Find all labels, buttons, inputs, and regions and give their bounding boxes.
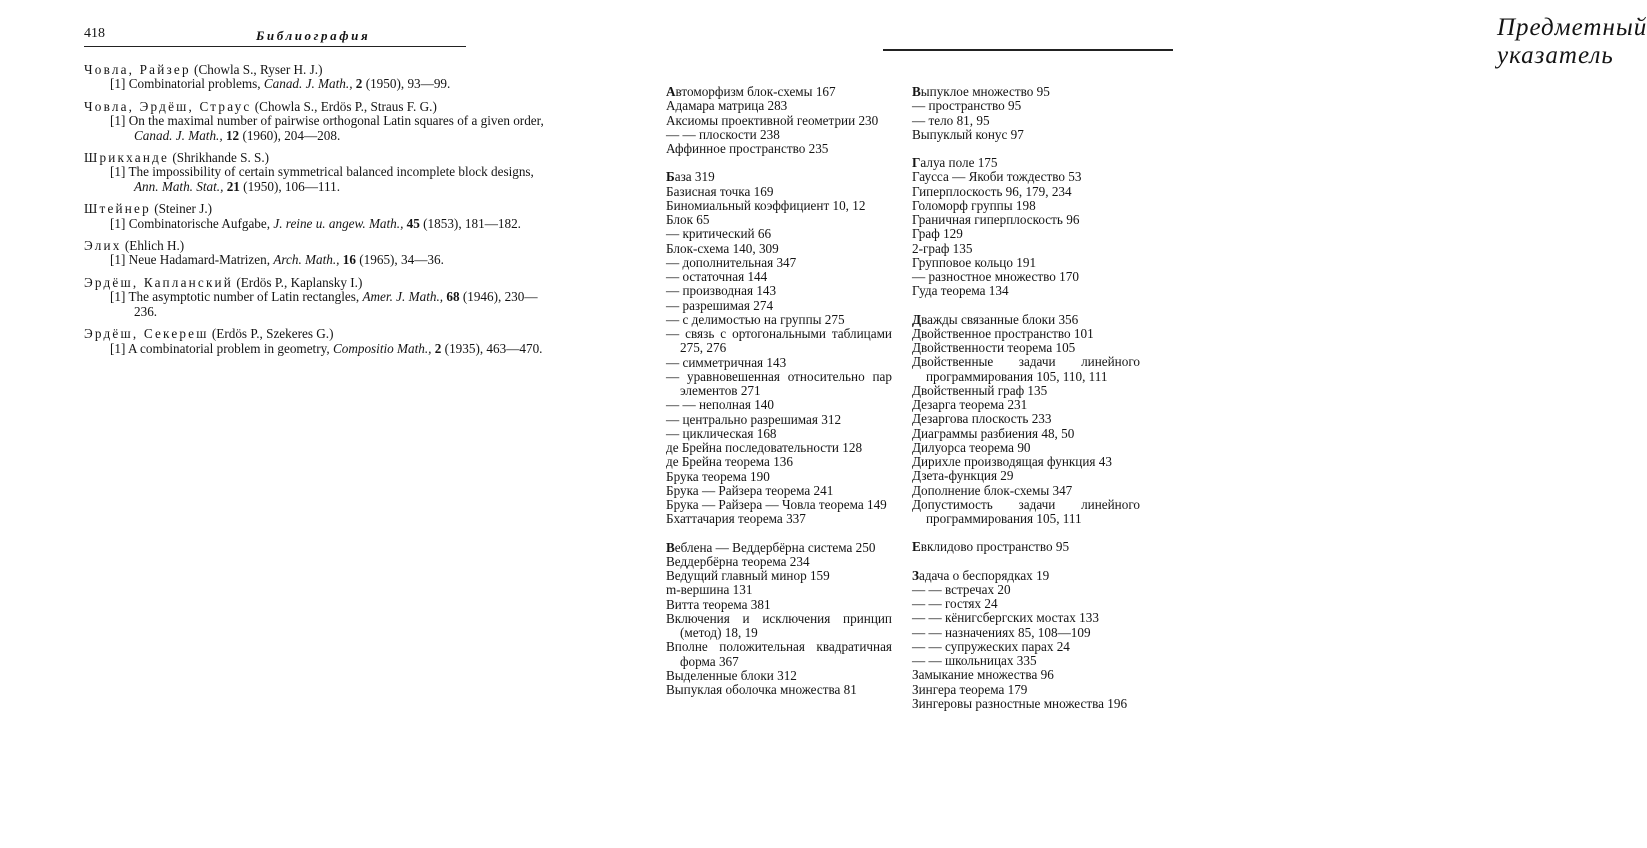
- index-entry: m-вершина 131: [666, 583, 892, 597]
- index-entry: Голоморф группы 198: [912, 199, 1140, 213]
- index-entry: Блок 65: [666, 213, 892, 227]
- ref-number: [1]: [110, 164, 125, 179]
- index-entry: Веддербёрна теорема 234: [666, 555, 892, 569]
- author-lat: (Ehlich H.): [125, 238, 184, 253]
- index-entry-text: алуа поле 175: [920, 155, 997, 170]
- bib-entry: [84, 239, 554, 268]
- index-entry: — дополнительная 347: [666, 256, 892, 270]
- index-letter-group: [666, 541, 892, 698]
- index-entry: — — неполная 140: [666, 398, 892, 412]
- index-entry: — критический 66: [666, 227, 892, 241]
- index-initial: Г: [912, 155, 920, 170]
- index-entry: Двойственные задачи линейного программирования 105, 110, 111: [912, 355, 1140, 384]
- author-lat: (Shrikhande S. S.): [172, 150, 269, 165]
- index-entry: Дирихле производящая функция 43: [912, 455, 1140, 469]
- ref-number: [1]: [110, 289, 125, 304]
- index-entry: Гаусса — Якоби тождество 53: [912, 170, 1140, 184]
- index-initial: А: [666, 84, 676, 99]
- index-entry: Зингера теорема 179: [912, 683, 1140, 697]
- index-letter-group: [912, 85, 1140, 142]
- ref-number: [1]: [110, 113, 125, 128]
- index-letter-group: [912, 313, 1140, 527]
- index-entry: — — школьницах 335: [912, 654, 1140, 668]
- bib-author: [84, 151, 554, 165]
- index-entry: Аксиомы проективной геометрии 230: [666, 114, 892, 128]
- ref-title: Combinatorial problems,: [129, 76, 261, 91]
- index-entry: Выпуклый конус 97: [912, 128, 1140, 142]
- bib-reference: [84, 77, 554, 91]
- bib-author: [84, 100, 554, 114]
- bib-entry: [84, 327, 554, 356]
- ref-volume: 21: [227, 179, 240, 194]
- index-entry: — пространство 95: [912, 99, 1140, 113]
- index-initial: Д: [912, 312, 921, 327]
- index-entry: Брука — Райзера теорема 241: [666, 484, 892, 498]
- index-title-rule: [883, 49, 1173, 51]
- ref-journal: Ann. Math. Stat.,: [134, 179, 223, 194]
- index-letter-group: [912, 540, 1140, 554]
- index-initial: В: [912, 84, 921, 99]
- index-entry: — остаточная 144: [666, 270, 892, 284]
- index-entry: Включения и исключения принцип (метод) 18, 19: [666, 612, 892, 641]
- bibliography-list: [84, 63, 554, 364]
- index-letter-group: [666, 170, 892, 526]
- index-entry: — — встречах 20: [912, 583, 1140, 597]
- index-entry: Диаграммы разбиения 48, 50: [912, 427, 1140, 441]
- bib-entry: [84, 202, 554, 231]
- ref-journal: J. reine u. angew. Math.,: [273, 216, 403, 231]
- bib-author: [84, 202, 554, 216]
- index-entry: Дополнение блок-схемы 347: [912, 484, 1140, 498]
- index-entry: Брука — Райзера — Човла теорема 149: [666, 498, 892, 512]
- index-column-left: [666, 85, 892, 711]
- index-entry: де Брейна последовательности 128: [666, 441, 892, 455]
- ref-pages: (1965), 34—36.: [359, 252, 444, 267]
- index-entry-text: аза 319: [675, 169, 715, 184]
- author-ru: Шрикханде: [84, 150, 169, 165]
- ref-volume: 68: [446, 289, 459, 304]
- index-entry: — разрешимая 274: [666, 299, 892, 313]
- index-entry: — с делимостью на группы 275: [666, 313, 892, 327]
- index-entry: Гиперплоскость 96, 179, 234: [912, 185, 1140, 199]
- index-letter-group: [912, 156, 1140, 299]
- ref-volume: 12: [226, 128, 239, 143]
- index-entry: Групповое кольцо 191: [912, 256, 1140, 270]
- ref-volume: 45: [407, 216, 420, 231]
- index-entry-text: важды связанные блоки 356: [921, 312, 1078, 327]
- index-entry: Двойственный граф 135: [912, 384, 1140, 398]
- index-entry: — симметричная 143: [666, 356, 892, 370]
- page-number: 418: [84, 26, 105, 42]
- ref-journal: Canad. J. Math.,: [134, 128, 223, 143]
- ref-number: [1]: [110, 252, 125, 267]
- index-entry: Допустимость задачи линейного программирования 105, 111: [912, 498, 1140, 527]
- index-entry: — связь с ортогональными таблицами 275, 276: [666, 327, 892, 356]
- ref-number: [1]: [110, 76, 125, 91]
- index-entry: Брука теорема 190: [666, 470, 892, 484]
- index-entry: [912, 569, 1140, 583]
- index-entry: [666, 85, 892, 99]
- index-entry: Выпуклая оболочка множества 81: [666, 683, 892, 697]
- index-entry: Блок-схема 140, 309: [666, 242, 892, 256]
- bib-reference: [84, 290, 554, 319]
- index-entry-text: вклидово пространство 95: [921, 539, 1069, 554]
- index-entry: Гуда теорема 134: [912, 284, 1140, 298]
- index-entry: — центрально разрешимая 312: [666, 413, 892, 427]
- ref-title: The asymptotic number of Latin rectangles,: [128, 289, 359, 304]
- bib-reference: [84, 114, 554, 143]
- bib-reference: [84, 342, 554, 356]
- index-entry-text: втоморфизм блок-схемы 167: [676, 84, 836, 99]
- index-entry: Ведущий главный минор 159: [666, 569, 892, 583]
- index-entry: — циклическая 168: [666, 427, 892, 441]
- index-entry-text: ебленa — Веддербёрна система 250: [675, 540, 876, 555]
- author-lat: (Steiner J.): [154, 201, 212, 216]
- index-entry: — тело 81, 95: [912, 114, 1140, 128]
- index-entry: — — супружеских парах 24: [912, 640, 1140, 654]
- index-entry: Аффинное пространство 235: [666, 142, 892, 156]
- index-entry: Дезаргова плоскость 233: [912, 412, 1140, 426]
- index-entry: Граничная гиперплоскость 96: [912, 213, 1140, 227]
- ref-journal: Canad. J. Math.,: [264, 76, 353, 91]
- index-entry: — уравновешенная относительно пар элементов 271: [666, 370, 892, 399]
- index-initial: В: [666, 540, 675, 555]
- ref-pages: (1946), 230—236.: [134, 289, 538, 318]
- index-entry: — производная 143: [666, 284, 892, 298]
- index-entry: Замыкание множества 96: [912, 668, 1140, 682]
- bib-author: [84, 63, 554, 77]
- ref-volume: 16: [343, 252, 356, 267]
- ref-pages: (1935), 463—470.: [445, 341, 543, 356]
- bib-entry: [84, 151, 554, 194]
- ref-journal: Arch. Math.,: [273, 252, 339, 267]
- ref-title: Neue Hadamard-Matrizen,: [129, 252, 270, 267]
- ref-pages: (1950), 106—111.: [243, 179, 340, 194]
- index-entry: Дезарга теорема 231: [912, 398, 1140, 412]
- index-entry: Двойственности теорема 105: [912, 341, 1140, 355]
- index-entry: Бхаттачария теорема 337: [666, 512, 892, 526]
- bib-author: [84, 327, 554, 341]
- index-entry: Вполне положительная квадратичная форма 367: [666, 640, 892, 669]
- header-rule: [84, 46, 466, 47]
- index-entry: [912, 85, 1140, 99]
- index-column-right: [912, 85, 1140, 725]
- ref-volume: 2: [356, 76, 363, 91]
- index-letter-group: [912, 569, 1140, 712]
- left-page: [0, 0, 600, 848]
- index-letter-group: [666, 85, 892, 156]
- ref-title: A combinatorial problem in geometry,: [128, 341, 330, 356]
- ref-number: [1]: [110, 216, 125, 231]
- author-lat: (Erdös P., Szekeres G.): [212, 326, 334, 341]
- bib-author: [84, 276, 554, 290]
- ref-number: [1]: [110, 341, 125, 356]
- bib-entry: [84, 63, 554, 92]
- index-entry: [912, 540, 1140, 554]
- index-entry: Граф 129: [912, 227, 1140, 241]
- ref-journal: Compositio Math.,: [333, 341, 432, 356]
- index-entry: — — гостях 24: [912, 597, 1140, 611]
- index-entry: — — плоскости 238: [666, 128, 892, 142]
- index-initial: Б: [666, 169, 675, 184]
- ref-title: The impossibility of certain symmetrical balanced incomplete block designs,: [128, 164, 533, 179]
- index-title: Предметный указатель: [1497, 14, 1647, 70]
- author-ru: Човла, Эрдёш, Страус: [84, 99, 251, 114]
- index-entry: Дилуорса теорема 90: [912, 441, 1140, 455]
- author-ru: Элих: [84, 238, 122, 253]
- ref-title: On the maximal number of pairwise orthogonal Latin squares of a given order,: [129, 113, 544, 128]
- bib-reference: [84, 165, 554, 194]
- index-initial: Е: [912, 539, 921, 554]
- index-entry: [666, 541, 892, 555]
- author-lat: (Erdös P., Kaplansky I.): [236, 275, 362, 290]
- index-entry: [912, 313, 1140, 327]
- running-title: Библиография: [256, 28, 370, 44]
- index-entry: Выделенные блоки 312: [666, 669, 892, 683]
- index-entry-text: ыпуклое множество 95: [921, 84, 1050, 99]
- ref-pages: (1853), 181—182.: [423, 216, 521, 231]
- bib-reference: [84, 253, 554, 267]
- ref-pages: (1950), 93—99.: [366, 76, 451, 91]
- ref-title: Combinatorische Aufgabe,: [129, 216, 270, 231]
- index-entry: — — кёнигсбергских мостах 133: [912, 611, 1140, 625]
- index-entry: Зингеровы разностные множества 196: [912, 697, 1140, 711]
- ref-volume: 2: [435, 341, 442, 356]
- author-ru: Штейнер: [84, 201, 151, 216]
- index-entry: Дзета-функция 29: [912, 469, 1140, 483]
- bib-author: [84, 239, 554, 253]
- bib-entry: [84, 276, 554, 319]
- author-ru: Човла, Райзер: [84, 62, 191, 77]
- author-ru: Эрдёш, Капланский: [84, 275, 233, 290]
- running-header: [84, 22, 474, 46]
- index-entry: Биномиальный коэффициент 10, 12: [666, 199, 892, 213]
- index-entry: [912, 156, 1140, 170]
- bib-reference: [84, 217, 554, 231]
- index-entry: Витта теорема 381: [666, 598, 892, 612]
- index-entry: 2-граф 135: [912, 242, 1140, 256]
- author-lat: (Chowla S., Ryser H. J.): [194, 62, 322, 77]
- ref-pages: (1960), 204—208.: [242, 128, 340, 143]
- index-entry: — — назначениях 85, 108—109: [912, 626, 1140, 640]
- index-entry: Базисная точка 169: [666, 185, 892, 199]
- index-entry: Адамара матрица 283: [666, 99, 892, 113]
- index-entry: де Брейна теорема 136: [666, 455, 892, 469]
- index-entry: Двойственное пространство 101: [912, 327, 1140, 341]
- index-entry: — разностное множество 170: [912, 270, 1140, 284]
- index-entry: [666, 170, 892, 184]
- ref-journal: Amer. J. Math.,: [362, 289, 443, 304]
- index-entry-text: адача о беспорядках 19: [919, 568, 1049, 583]
- author-lat: (Chowla S., Erdös P., Straus F. G.): [255, 99, 437, 114]
- bib-entry: [84, 100, 554, 143]
- author-ru: Эрдёш, Секереш: [84, 326, 209, 341]
- index-initial: З: [912, 568, 919, 583]
